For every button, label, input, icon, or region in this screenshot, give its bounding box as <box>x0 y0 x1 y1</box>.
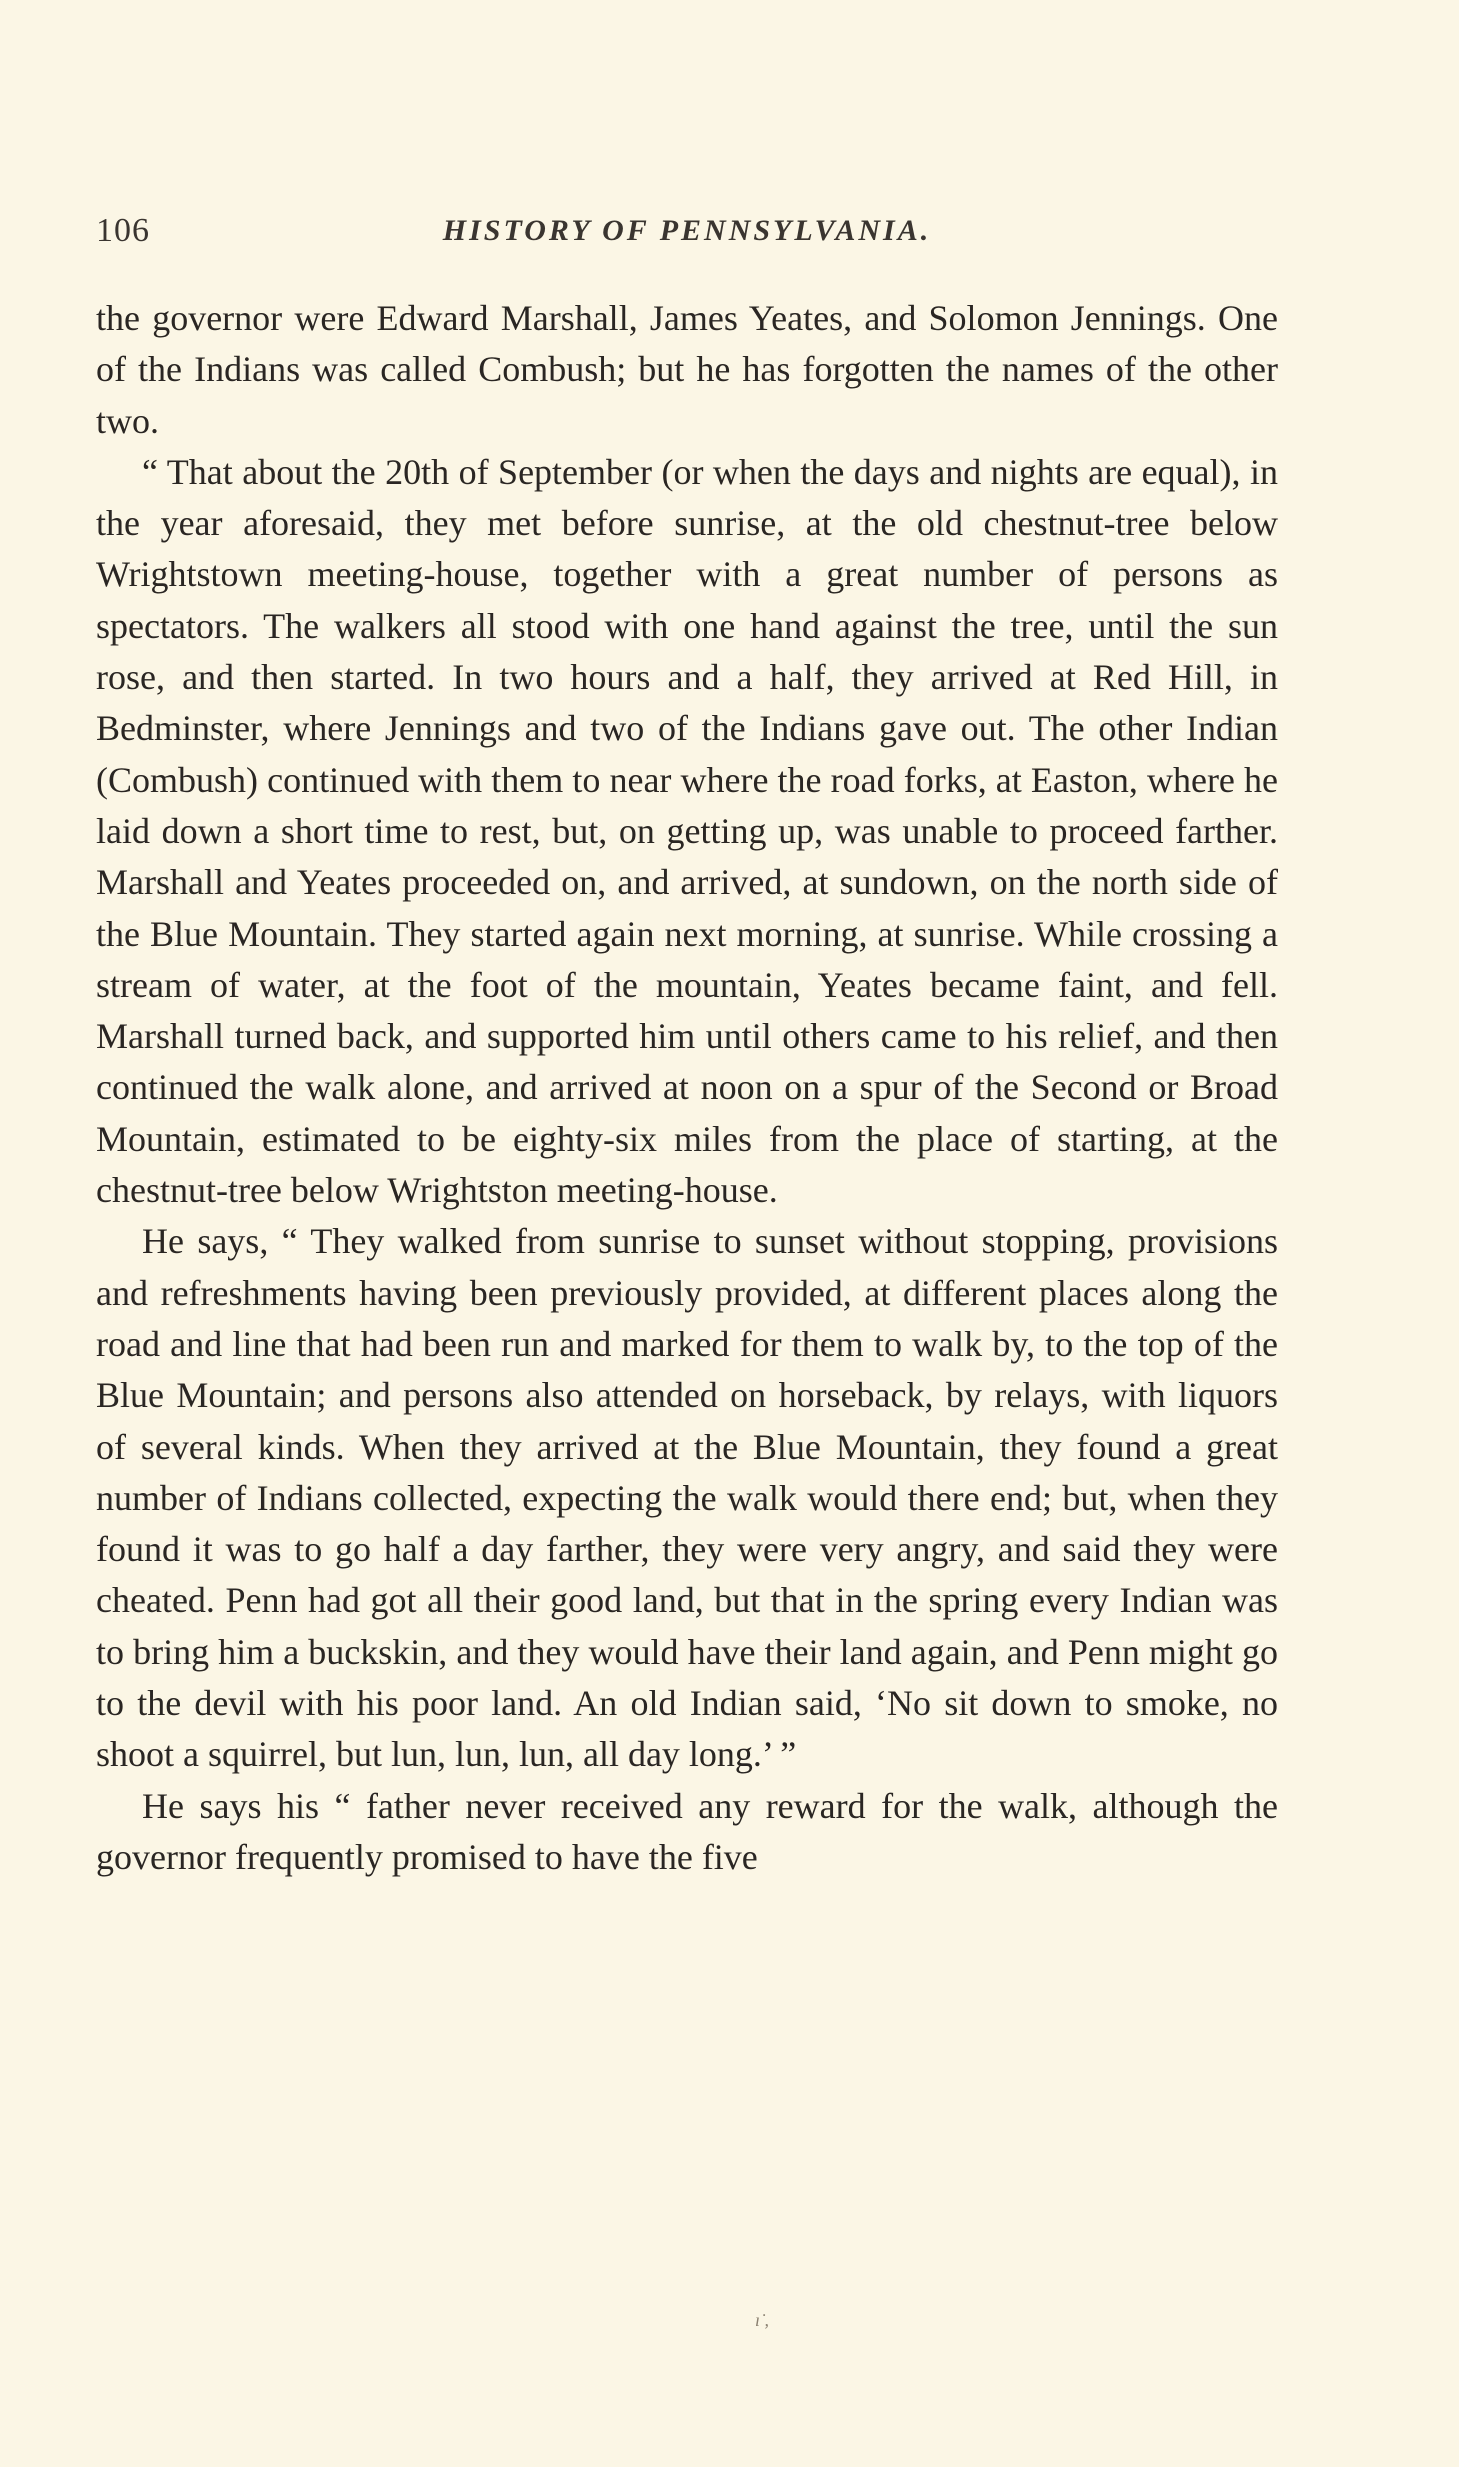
paragraph: He says, “ They walked from sunrise to sunset without stopping, provisions and refreshments having been previously provided, at different places along the road and line that had been run and marked for them to walk by, to the top of the Blue Mountain; and persons also attended on horseback, by relays, with liquors of several kinds. When they arrived at the Blue Mountain, they found a great number of Indians collected, expecting the walk would there end; but, when they found it was to go half a day farther, they were very angry, and said they were cheated. Penn had got all their good land, but that in the spring every Indian was to bring him a buckskin, and they would have their land again, and Penn might go to the devil with his poor land. An old Indian said, ‘No sit down to smoke, no shoot a squirrel, but lun, lun, lun, all day long.’ ” <box>96 1221 1278 1775</box>
paragraph: the governor were Edward Marshall, James Yeates, and Solomon Jennings. One of the Indians was called Combush; but he has forgotten the names of the other two. <box>96 298 1278 441</box>
paragraph: He says his “ father never received any reward for the walk, although the governor frequently promised to have the five <box>96 1785 1278 1877</box>
paragraph: “ That about the 20th of September (or when the days and nights are equal), in the year aforesaid, they met before sunrise, at the old chestnut-tree below Wrightstown meeting-house, together with a great number of persons as spectators. The walkers all stood with one hand against the tree, until the sun rose, and then started. In two hours and a half, they arrived at Red Hill, in Bedminster, where Jennings and two of the Indians gave out. The other Indian (Combush) continued with them to near where the road forks, at Easton, where he laid down a short time to rest, but, on getting up, was unable to proceed farther. Marshall and Yeates proceeded on, and arrived, at sundown, on the north side of the Blue Mountain. They started again next morning, at sunrise. While crossing a stream of water, at the foot of the mountain, Yeates became faint, and fell. Marshall turned back, and supported him until others came to his relief, and then continued the walk alone, and arrived at noon on a spur of the Second or Broad Mountain, estimated to be eighty-six miles from the place of starting, at the chestnut-tree below Wrightston meeting-house. <box>96 451 1278 1211</box>
signature-mark: ı̇ , <box>755 2310 770 2330</box>
running-title: HISTORY OF PENNSYLVANIA. <box>442 214 932 247</box>
page-header <box>96 212 1278 262</box>
body-text <box>96 293 1278 1883</box>
page-number: 106 <box>96 212 150 249</box>
